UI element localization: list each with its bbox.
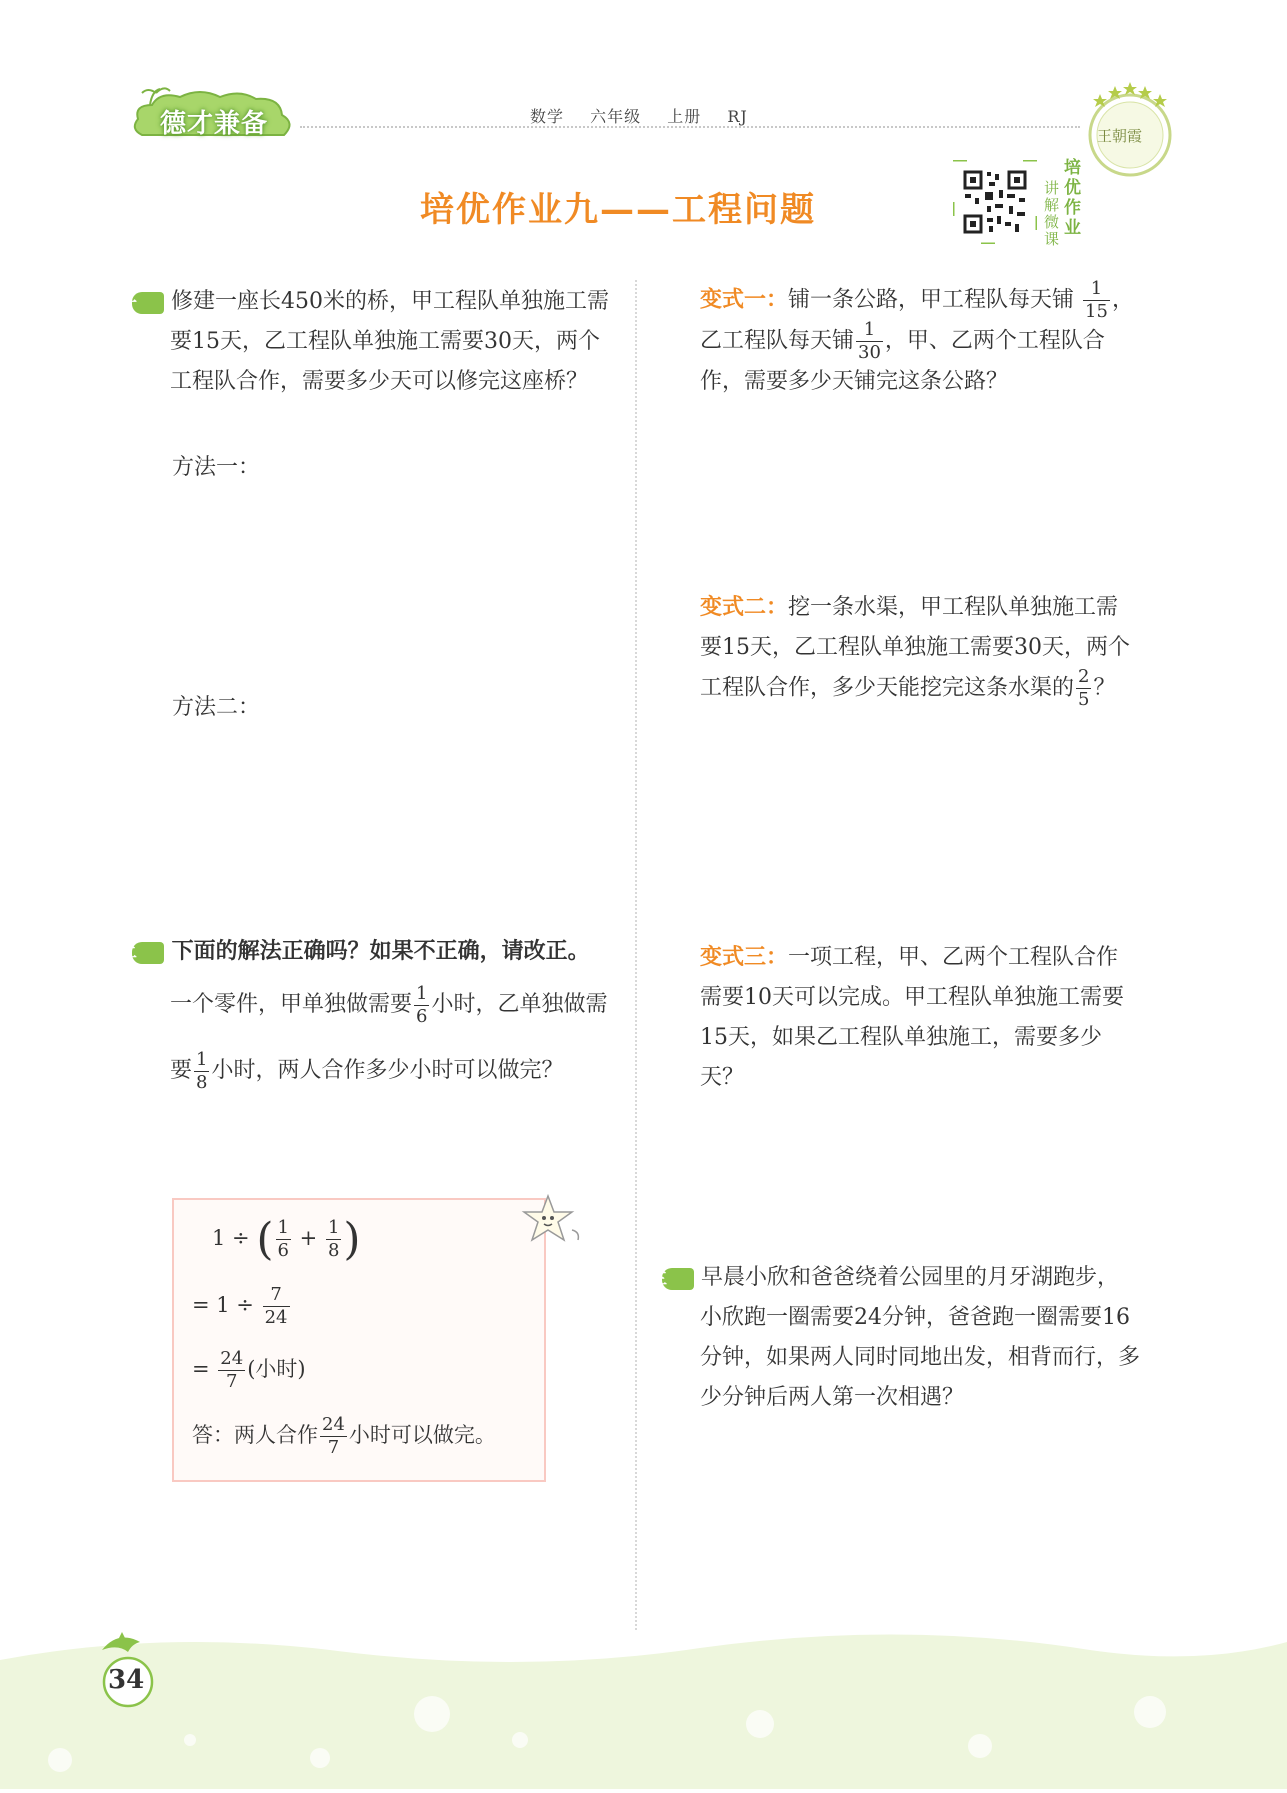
method-2-label: 方法二： <box>172 695 261 720</box>
variant-2-text-a: 挖一条水渠，甲工程队单独施工需要15天，乙工程队单独施工需要30天，两个工程队合作，多少天能挖完这条水渠的 <box>700 595 1130 701</box>
fraction-24-7: $\frac{24}{7}$ <box>220 1348 244 1392</box>
fraction-24-7-b: $\frac{24}{7}$ <box>322 1414 345 1458</box>
question-3-text: 早晨小欣和爸爸绕着公园里的月牙湖跑步，小欣跑一圈需要24分钟，爸爸跑一圈需要16分钟，如果两人同时同地出发，相背而行，多少分钟后两人第一次相遇？ <box>700 1265 1141 1410</box>
question-2 <box>120 932 614 1104</box>
variant-3 <box>700 938 1140 1098</box>
fraction-2-5: $\frac{2}{5}$ <box>1078 666 1090 710</box>
fraction-1-6: $\frac{1}{6}$ <box>416 982 428 1027</box>
qr-code[interactable] <box>953 160 1037 244</box>
problem-text-a: 一个零件，甲单独做需要 <box>170 992 413 1017</box>
variant-2 <box>700 588 1140 709</box>
solution-line-1: 1 ÷ ( $\frac{1}{6}$ + $\frac{1}{8}$ ) <box>212 1214 361 1265</box>
variant-3-text: 一项工程，甲、乙两个工程队合作需要10天可以完成。甲工程队单独施工需要15天，如果乙工程队单独施工，需要多少天？ <box>700 945 1124 1090</box>
question-2-problem <box>132 972 614 1104</box>
variant-1-text-c: ，甲、乙两个工程队合作，需要多少天铺完这条公路？ <box>700 328 1105 394</box>
section-marker-1: 一 <box>132 292 164 314</box>
subject-grade: 六年级 <box>590 107 642 126</box>
question-3 <box>650 1258 1141 1418</box>
variant-1-text-a: 铺一条公路，甲工程队每天铺 <box>788 287 1075 313</box>
section-marker-3: 三 <box>662 1268 694 1290</box>
solution-box <box>172 1198 546 1482</box>
fraction-1-8-b: $\frac{1}{8}$ <box>327 1217 340 1261</box>
footer-wave-icon <box>0 1620 1287 1789</box>
subject-volume: 上册 <box>667 107 702 126</box>
solution-line-3: = $\frac{24}{7}$ (小时) <box>192 1348 306 1392</box>
solution-line-2: = 1 ÷ $\frac{7}{24}$ <box>192 1284 288 1328</box>
variant-2-label: 变式二： <box>700 595 789 620</box>
page-number: 34 <box>108 1665 145 1695</box>
subject-name: 数学 <box>530 107 565 126</box>
subject-line <box>530 104 768 127</box>
subject-edition: RJ <box>727 107 748 126</box>
fraction-1-15: $\frac{1}{15}$ <box>1085 278 1108 322</box>
fraction-1-30: $\frac{1}{30}$ <box>858 319 881 363</box>
star-mascot-icon <box>516 1190 586 1250</box>
qr-caption-lecture: 讲解微课 <box>1044 179 1060 248</box>
logo-text: 德才兼备 <box>160 109 269 139</box>
variant-3-label: 变式三： <box>700 945 789 970</box>
variant-1-text-b: ，乙工程队每天铺 <box>700 287 1134 354</box>
section-marker-2: 二 <box>132 942 164 964</box>
question-1 <box>120 282 614 402</box>
question-1-text: 修建一座长450米的桥，甲工程队单独施工需要15天，乙工程队单独施工需要30天，两个工程队合作，需要多少天可以修完这座桥？ <box>170 289 609 394</box>
page-title: 培优作业九——工程问题 <box>420 190 816 230</box>
problem-text-b: 小时，乙单独做需要 <box>170 992 608 1083</box>
method-1-label: 方法一： <box>172 455 261 480</box>
variant-2-text-b: ？ <box>1093 675 1116 701</box>
footer-background <box>0 1620 1287 1789</box>
author-badge <box>1075 80 1185 180</box>
brand-logo <box>130 85 300 145</box>
question-2-text: 下面的解法正确吗？如果不正确，请改正。 <box>171 939 590 964</box>
fraction-7-24: $\frac{7}{24}$ <box>264 1284 288 1328</box>
star-mascot <box>516 1190 586 1254</box>
fraction-1-8: $\frac{1}{8}$ <box>196 1048 208 1093</box>
fraction-1-6-b: $\frac{1}{6}$ <box>277 1217 289 1261</box>
variant-1 <box>700 280 1140 402</box>
solution-answer: 答：两人合作 $\frac{24}{7}$ 小时可以做完。 <box>192 1414 496 1458</box>
column-divider <box>635 280 637 1630</box>
variant-1-label: 变式一： <box>700 287 789 313</box>
problem-text-c: 小时，两人合作多少小时可以做完？ <box>211 1058 564 1083</box>
qr-code-icon <box>953 160 1037 244</box>
qr-caption-homework: 培优作业 <box>1064 158 1081 238</box>
badge-name: 王朝霞 <box>1097 127 1143 145</box>
